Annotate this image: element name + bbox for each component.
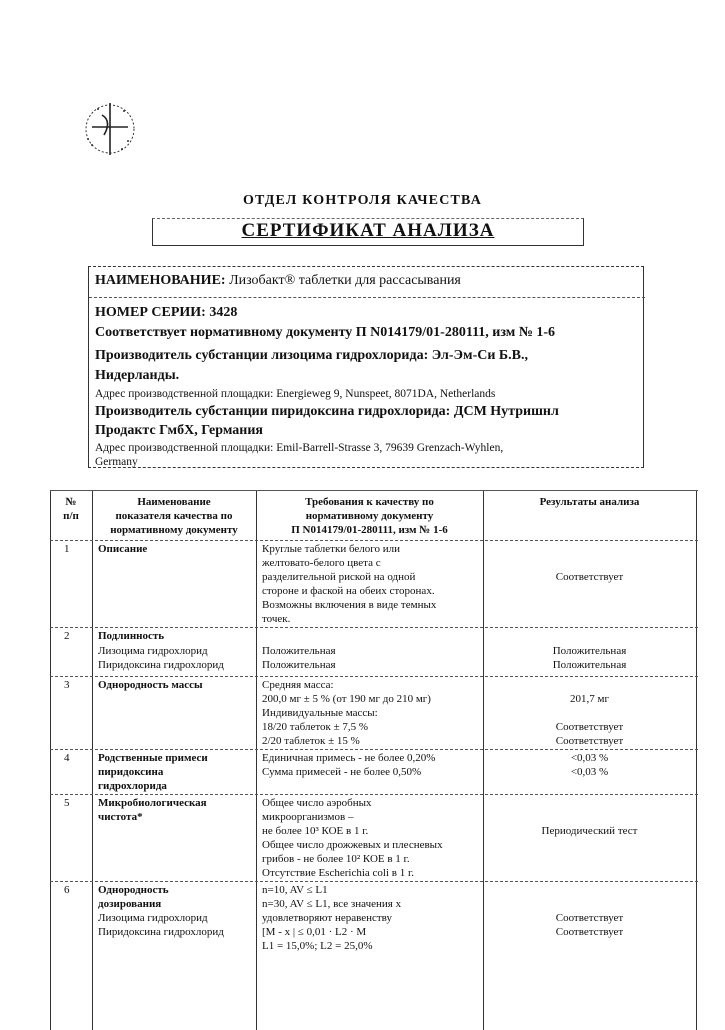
product-name — [95, 273, 643, 289]
indicator-text: Лизоцима гидрохлорид — [98, 912, 208, 924]
row-num: 6 — [64, 884, 70, 896]
indicator-text: чистота* — [98, 811, 143, 823]
requirement-text: Круглые таблетки белого или — [262, 543, 401, 555]
batch-number: НОМЕР СЕРИИ: 3428 — [95, 305, 238, 320]
row-border — [50, 676, 698, 677]
manufacturer-2-address-cont: Germany — [95, 456, 138, 468]
requirement-text: n=10, AV ≤ L1 — [262, 884, 328, 896]
requirement-text: разделительной риской на одной — [262, 571, 416, 583]
row-border — [50, 749, 698, 750]
compliance-line: Соответствует нормативному документу П N014179/01-280111, изм № 1-6 — [95, 325, 556, 340]
requirement-text: Отсутствие Escherichia coli в 1 г. — [262, 867, 414, 879]
requirement-text: грибов - не более 10² КОЕ в 1 г. — [262, 853, 410, 865]
row-border — [50, 794, 698, 795]
indicator-text: гидрохлорида — [98, 780, 167, 792]
indicator-text: дозирования — [98, 898, 162, 910]
requirement-text: желтовато-белого цвета с — [262, 557, 381, 569]
header-results: Результаты анализа — [539, 496, 640, 508]
header-requirements: Требования к качеству по — [305, 496, 434, 508]
header-indicator: нормативному документу — [110, 524, 238, 536]
indicator-text: Пиридоксина гидрохлорид — [98, 926, 224, 938]
header-num: № — [65, 496, 77, 508]
result-text: Положительная — [552, 659, 627, 671]
result-text: Соответствует — [555, 926, 624, 938]
row-border — [50, 881, 698, 882]
requirement-text: стороне и фаской на обеих сторонах. — [262, 585, 435, 597]
requirement-text: Индивидуальные массы: — [262, 707, 378, 719]
row-num: 2 — [64, 630, 70, 642]
column-border — [50, 490, 51, 1030]
requirement-text: Общее число аэробных — [262, 797, 372, 809]
requirement-text: Средняя масса: — [262, 679, 334, 691]
row-num: 4 — [64, 752, 70, 764]
requirement-text: 200,0 мг ± 5 % (от 190 мг до 210 мг) — [262, 693, 431, 705]
manufacturer-1: Производитель субстанции лизоцима гидрохлорида: Эл-Эм-Си Б.В., — [95, 348, 529, 363]
indicator-text: Подлинность — [98, 630, 165, 642]
column-border — [92, 490, 93, 1030]
indicator-text: Микробиологическая — [98, 797, 207, 809]
result-text: 201,7 мг — [570, 693, 609, 705]
indicator-text: Пиридоксина гидрохлорид — [98, 659, 224, 671]
indicator-text: Описание — [98, 543, 148, 555]
company-logo — [78, 95, 142, 163]
requirement-text: 2/20 таблеток ± 15 % — [262, 735, 360, 747]
product-info-block — [88, 266, 644, 468]
manufacturer-2: Производитель субстанции пиридоксина гидрохлорида: ДСМ Нутришнл — [95, 404, 559, 419]
header-indicator: Наименование — [137, 496, 211, 508]
manufacturer-2-country: Продактс ГмбХ, Германия — [95, 423, 263, 438]
row-border — [50, 490, 698, 491]
requirement-text: Сумма примесей - не более 0,50% — [262, 766, 422, 778]
indicator-text: Однородность — [98, 884, 169, 896]
column-border — [256, 490, 257, 1030]
result-text: Положительная — [552, 645, 627, 657]
requirement-text: удовлетворяют неравенству — [262, 912, 392, 924]
indicator-text: Однородность массы — [98, 679, 203, 691]
requirement-text: микроорганизмов – — [262, 811, 354, 823]
requirement-text: Положительная — [262, 645, 336, 657]
result-text: Соответствует — [555, 721, 624, 733]
requirement-text: Единичная примесь - не более 0,20% — [262, 752, 436, 764]
requirement-text: Положительная — [262, 659, 336, 671]
requirement-text: не более 10³ КОЕ в 1 г. — [262, 825, 369, 837]
result-text: <0,03 % — [570, 752, 609, 764]
header-requirements: нормативному документу — [305, 510, 434, 522]
row-num: 1 — [64, 543, 70, 555]
product-name-label: НАИМЕНОВАНИЕ: — [95, 273, 226, 288]
indicator-text: Лизоцима гидрохлорид — [98, 645, 208, 657]
requirement-text: Возможны включения в виде темных — [262, 599, 437, 611]
requirement-text: точек. — [262, 613, 291, 625]
requirement-text: Общее число дрожжевых и плесневых — [262, 839, 443, 851]
result-text: Соответствует — [555, 571, 624, 583]
result-text: Соответствует — [555, 912, 624, 924]
department-title: ОТДЕЛ КОНТРОЛЯ КАЧЕСТВА — [242, 193, 483, 208]
header-num: п/п — [63, 510, 79, 522]
column-border — [696, 490, 697, 1030]
requirement-text: L1 = 15,0%; L2 = 25,0% — [262, 940, 373, 952]
header-indicator: показателя качества по — [115, 510, 233, 522]
row-num: 5 — [64, 797, 70, 809]
indicator-text: пиридоксина — [98, 766, 164, 778]
analysis-table — [50, 490, 698, 1030]
result-text: Соответствует — [555, 735, 624, 747]
certificate-title: СЕРТИФИКАТ АНАЛИЗА — [241, 220, 495, 241]
divider — [89, 297, 645, 298]
manufacturer-1-address: Адрес производственной площадки: Energieweg 9, Nunspeet, 8071DA, Netherlands — [95, 388, 496, 400]
header-requirements: П N014179/01-280111, изм № 1-6 — [291, 524, 448, 536]
product-name-value: Лизобакт® таблетки для рассасывания — [229, 273, 461, 288]
indicator-text: Родственные примеси — [98, 752, 208, 764]
row-border — [50, 627, 698, 628]
manufacturer-2-address: Адрес производственной площадки: Emil-Barrell-Strasse 3, 79639 Grenzach-Wyhlen, — [95, 442, 504, 454]
manufacturer-1-country: Нидерланды. — [95, 368, 180, 383]
requirement-text: 18/20 таблеток ± 7,5 % — [262, 721, 369, 733]
row-num: 3 — [64, 679, 70, 691]
requirement-text: n=30, AV ≤ L1, все значения x — [262, 898, 402, 910]
result-text: Периодический тест — [541, 825, 638, 837]
requirement-text: [M - x | ≤ 0,01 · L2 · M — [262, 926, 367, 938]
row-border — [50, 540, 698, 541]
result-text: <0,03 % — [570, 766, 609, 778]
